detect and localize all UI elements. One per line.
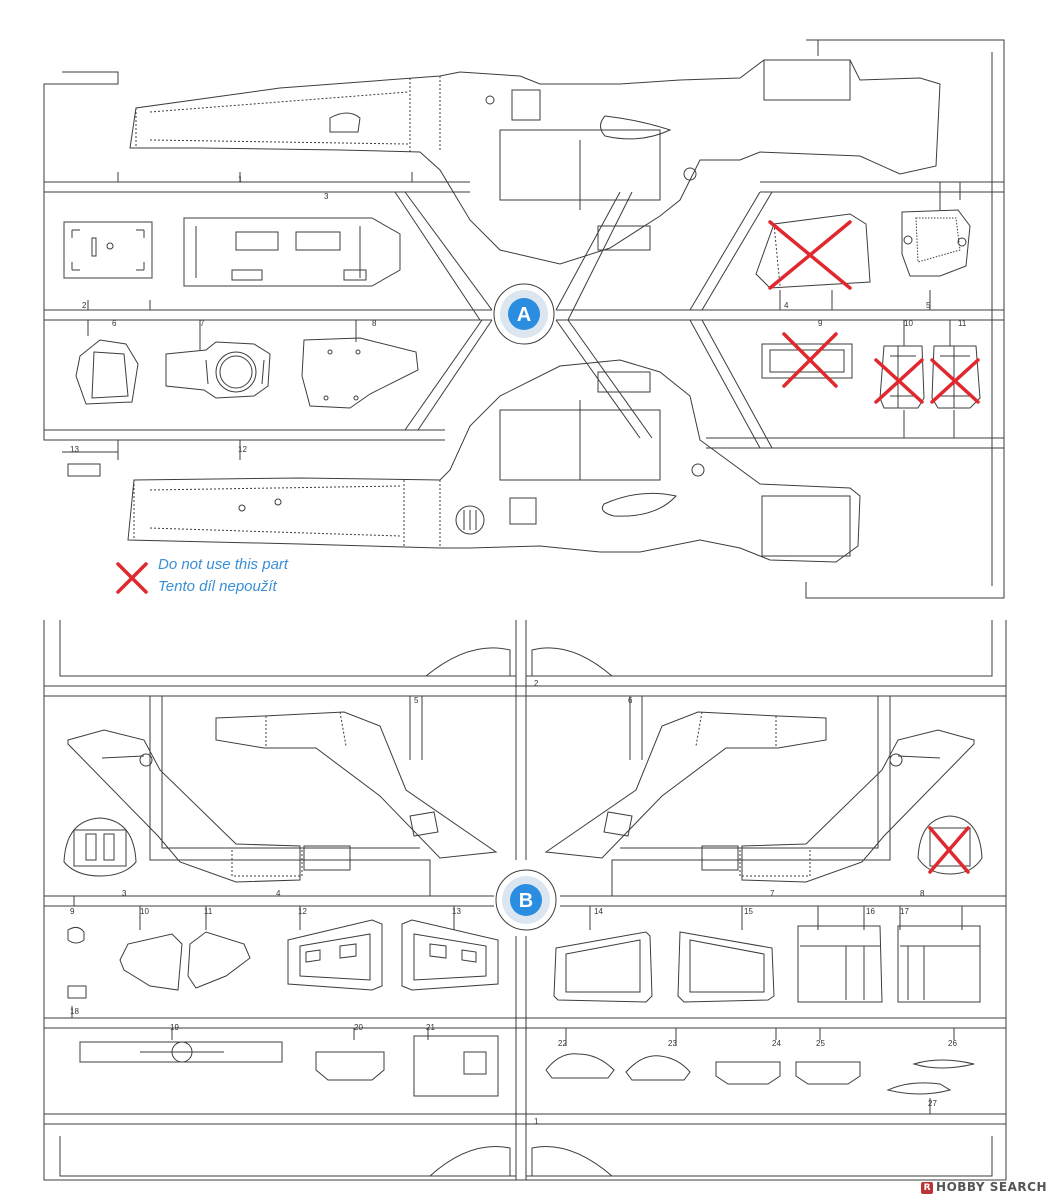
- label-a6: 6: [112, 319, 117, 328]
- label-a1: 1: [238, 175, 243, 184]
- part-b24: [716, 1062, 780, 1084]
- label-a2: 2: [82, 301, 87, 310]
- label-a7: 7: [200, 319, 205, 328]
- label-b19: 19: [170, 1023, 179, 1032]
- cross-a4: [770, 222, 850, 288]
- part-b21: [414, 1036, 498, 1096]
- label-b18: 18: [70, 1007, 79, 1016]
- part-b23: [626, 1056, 690, 1080]
- label-b22: 22: [558, 1039, 567, 1048]
- label-b2: 2: [534, 679, 539, 688]
- part-b25: [796, 1062, 860, 1084]
- part-a5: [902, 210, 970, 276]
- label-b26: 26: [948, 1039, 957, 1048]
- part-b9: [68, 927, 84, 943]
- label-a11: 11: [958, 319, 967, 328]
- part-b26: [914, 1060, 974, 1068]
- label-a9: 9: [818, 319, 823, 328]
- watermark-brand: HOBBY SEARCH: [936, 1180, 1047, 1194]
- part-b14: [554, 932, 652, 1002]
- label-b14: 14: [594, 907, 603, 916]
- label-b5: 5: [414, 696, 419, 705]
- sprue-a-badge: [494, 284, 554, 344]
- part-a6: [76, 340, 138, 404]
- label-b21: 21: [426, 1023, 435, 1032]
- part-b18: [68, 986, 86, 998]
- sprue-b-badge: [496, 870, 556, 930]
- part-b7: [702, 730, 974, 882]
- label-b25: 25: [816, 1039, 825, 1048]
- label-b23: 23: [668, 1039, 677, 1048]
- part-b1: [60, 620, 516, 1176]
- legend-text-cz: Tento díl nepoužít: [158, 578, 277, 595]
- part-b2: [526, 620, 992, 1176]
- label-a8: 8: [372, 319, 377, 328]
- part-b17: [898, 926, 980, 1002]
- label-b16: 16: [866, 907, 875, 916]
- part-a1-fuselage-upper: [130, 60, 940, 264]
- label-a12: 12: [238, 445, 247, 454]
- part-b6: [546, 712, 826, 858]
- label-a3: 3: [324, 192, 329, 201]
- part-b20: [316, 1052, 384, 1080]
- part-b11: [188, 932, 250, 988]
- label-b10: 10: [140, 907, 149, 916]
- label-b12: 12: [298, 907, 307, 916]
- label-a4: 4: [784, 301, 789, 310]
- label-b15: 15: [744, 907, 753, 916]
- sprue-a-letter: A: [516, 304, 532, 326]
- label-b17: 17: [900, 907, 909, 916]
- cross-legend-icon: [118, 564, 146, 592]
- label-b4: 4: [276, 889, 281, 898]
- label-b20: 20: [354, 1023, 363, 1032]
- part-a13: [68, 464, 100, 476]
- watermark: [921, 1180, 1047, 1194]
- part-b4: [68, 730, 350, 882]
- label-b24: 24: [772, 1039, 781, 1048]
- label-a5: 5: [926, 301, 931, 310]
- hobbysearch-logo-icon: R: [921, 1182, 933, 1194]
- part-b8: [918, 816, 982, 874]
- legend-text-en: Do not use this part: [158, 556, 289, 573]
- part-a2: [64, 222, 152, 278]
- cross-b8: [930, 828, 968, 872]
- label-a10: 10: [904, 319, 913, 328]
- part-a3: [184, 218, 400, 286]
- label-b11: 11: [204, 907, 213, 916]
- part-a7: [166, 342, 270, 398]
- part-a12-fuselage-lower: [128, 360, 860, 562]
- part-a8: [302, 338, 418, 408]
- label-b27: 27: [928, 1099, 937, 1108]
- part-b3: [64, 818, 136, 876]
- part-b16: [798, 926, 882, 1002]
- label-b3: 3: [122, 889, 127, 898]
- part-b22: [546, 1054, 614, 1078]
- label-a13: 13: [70, 445, 79, 454]
- part-b15: [678, 932, 774, 1002]
- part-b5: [216, 712, 496, 858]
- label-b7: 7: [770, 889, 775, 898]
- part-b12: [288, 920, 382, 990]
- label-b13: 13: [452, 907, 461, 916]
- part-b19: [80, 1042, 282, 1062]
- part-b13: [402, 920, 498, 990]
- label-b1: 1: [534, 1117, 539, 1126]
- label-b6: 6: [628, 696, 633, 705]
- part-b10: [120, 934, 182, 990]
- sprue-b-letter: B: [518, 890, 534, 912]
- label-b8: 8: [920, 889, 925, 898]
- label-b9: 9: [70, 907, 75, 916]
- part-b27: [888, 1083, 950, 1094]
